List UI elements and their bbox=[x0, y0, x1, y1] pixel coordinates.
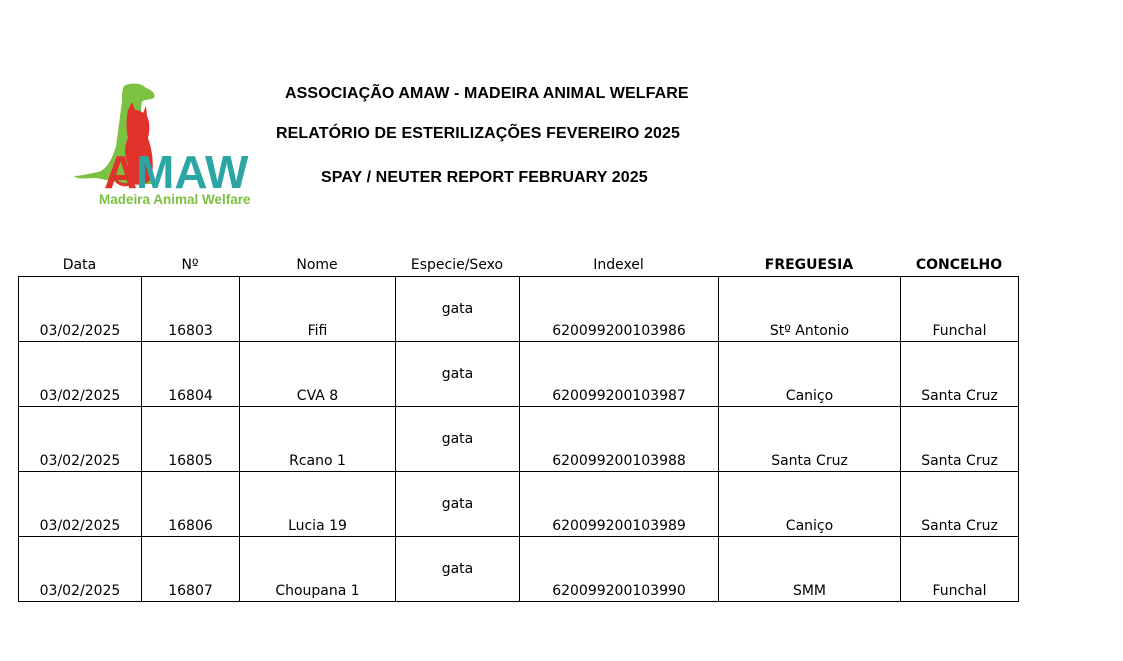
cell-indexel: 620099200103986 bbox=[520, 277, 719, 342]
cell-especie: gata bbox=[396, 407, 520, 472]
column-header-numero: Nº bbox=[181, 257, 199, 273]
cell-numero: 16804 bbox=[142, 342, 240, 407]
table-row bbox=[19, 537, 1019, 602]
header-report-en: SPAY / NEUTER REPORT FEBRUARY 2025 bbox=[321, 169, 648, 186]
table-row bbox=[19, 342, 1019, 407]
cell-freguesia: Stº Antonio bbox=[719, 277, 901, 342]
table-row bbox=[19, 407, 1019, 472]
cell-data: 03/02/2025 bbox=[19, 342, 142, 407]
header-report-pt: RELATÓRIO DE ESTERILIZAÇÕES FEVEREIRO 2025 bbox=[276, 125, 680, 142]
column-header-especie: Especie/Sexo bbox=[410, 257, 504, 273]
cell-freguesia: Santa Cruz bbox=[719, 407, 901, 472]
cell-data: 03/02/2025 bbox=[19, 407, 142, 472]
dog-cat-logo-icon bbox=[72, 80, 258, 192]
cell-numero: 16803 bbox=[142, 277, 240, 342]
cell-nome: Rcano 1 bbox=[240, 407, 396, 472]
logo-letter-a-red: A bbox=[104, 146, 138, 192]
cell-indexel: 620099200103990 bbox=[520, 537, 719, 602]
column-header-freguesia: FREGUESIA bbox=[764, 257, 854, 273]
cell-data: 03/02/2025 bbox=[19, 537, 142, 602]
cell-especie: gata bbox=[396, 342, 520, 407]
column-header-indexel: Indexel bbox=[593, 257, 644, 273]
cell-indexel: 620099200103989 bbox=[520, 472, 719, 537]
cell-freguesia: Caniço bbox=[719, 342, 901, 407]
sterilization-table bbox=[18, 276, 1019, 602]
cell-nome: Choupana 1 bbox=[240, 537, 396, 602]
cell-especie: gata bbox=[396, 472, 520, 537]
cell-freguesia: Caniço bbox=[719, 472, 901, 537]
cell-numero: 16805 bbox=[142, 407, 240, 472]
cell-nome: Fifi bbox=[240, 277, 396, 342]
cell-concelho: Santa Cruz bbox=[901, 342, 1019, 407]
logo-letters-maw: MAW bbox=[136, 146, 249, 192]
cell-especie: gata bbox=[396, 537, 520, 602]
cell-data: 03/02/2025 bbox=[19, 472, 142, 537]
table-row bbox=[19, 472, 1019, 537]
cell-indexel: 620099200103987 bbox=[520, 342, 719, 407]
cell-concelho: Santa Cruz bbox=[901, 472, 1019, 537]
column-header-concelho: CONCELHO bbox=[915, 257, 1003, 273]
cell-freguesia: SMM bbox=[719, 537, 901, 602]
cell-nome: Lucia 19 bbox=[240, 472, 396, 537]
column-header-data: Data bbox=[62, 257, 97, 273]
table-row bbox=[19, 277, 1019, 342]
cell-concelho: Funchal bbox=[901, 277, 1019, 342]
cell-nome: CVA 8 bbox=[240, 342, 396, 407]
cell-numero: 16806 bbox=[142, 472, 240, 537]
header-association: ASSOCIAÇÃO AMAW - MADEIRA ANIMAL WELFARE bbox=[285, 85, 689, 102]
cell-especie: gata bbox=[396, 277, 520, 342]
column-header-nome: Nome bbox=[296, 257, 338, 273]
cell-indexel: 620099200103988 bbox=[520, 407, 719, 472]
cell-numero: 16807 bbox=[142, 537, 240, 602]
logo-subtitle: Madeira Animal Welfare bbox=[99, 192, 251, 207]
amaw-logo bbox=[72, 80, 258, 212]
cell-data: 03/02/2025 bbox=[19, 277, 142, 342]
cell-concelho: Santa Cruz bbox=[901, 407, 1019, 472]
cell-concelho: Funchal bbox=[901, 537, 1019, 602]
